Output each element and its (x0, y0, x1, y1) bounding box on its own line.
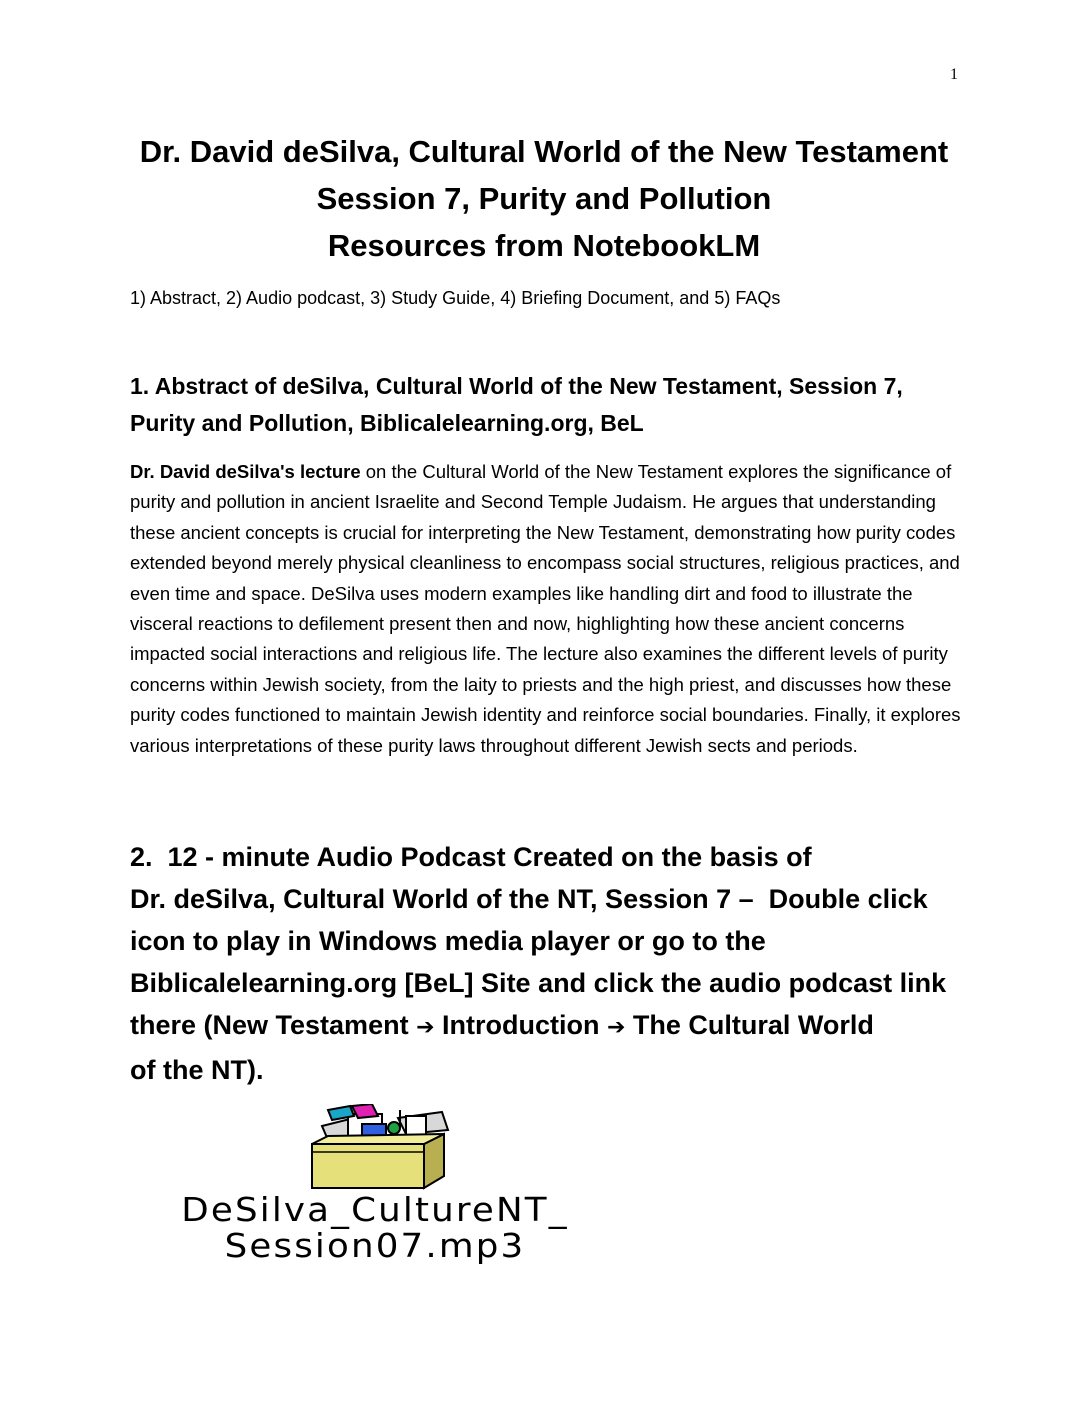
section2-line-5 (130, 1004, 980, 1049)
document-title (100, 128, 988, 269)
section2-line-5-part-c: The Cultural World (625, 1010, 874, 1040)
section2-line-5-part-b: Introduction (434, 1010, 607, 1040)
section2-line-4: Biblicalelearning.org [BeL] Site and click the audio podcast link (130, 968, 947, 998)
abstract-lead: Dr. David deSilva's lecture (130, 461, 361, 482)
section2-line-6: of the NT). (130, 1055, 264, 1085)
section2-line-1: 2. 12 - minute Audio Podcast Created on the basis of (130, 842, 812, 872)
filename-line-2: Session07.mp3 (224, 1226, 526, 1265)
page-number: 1 (950, 66, 958, 83)
filename-line-1: DeSilva_CultureNT_ (181, 1190, 569, 1229)
title-line-1: Dr. David deSilva, Cultural World of the New Testament (139, 134, 949, 169)
section2-line-2: Dr. deSilva, Cultural World of the NT, Session 7 – Double click (130, 884, 928, 914)
title-line-3: Resources from NotebookLM (327, 228, 761, 263)
title-line-2: Session 7, Purity and Pollution (316, 181, 772, 216)
attachment-filename[interactable] (110, 1192, 639, 1264)
section1-heading (130, 368, 970, 442)
arrow-right-icon: ➔ (606, 1015, 626, 1040)
resource-list: 1) Abstract, 2) Audio podcast, 3) Study Guide, 4) Briefing Document, and 5) FAQs (130, 288, 781, 308)
section1-heading-line-2: Purity and Pollution, Biblicalelearning.org, BeL (130, 410, 644, 436)
abstract-text: on the Cultural World of the New Testament explores the significance of purity and pollution in ancient Israelite and Second Temple Judaism. He argues that understanding these ancient concepts is crucial for interpreting the New Testament, demonstrating how purity codes extended beyond merely physical cleanliness to encompass social structures, religious practices, and even time and space. DeSilva uses modern examples like handling dirt and food to illustrate the visceral reactions to defilement present then and now, highlighting how these ancient concerns impacted social interactions and religious life. The lecture also examines the different levels of purity concerns within Jewish society, from the laity to priests and the high priest, and discusses how these purity codes functioned to maintain Jewish identity and reinforce social boundaries. Finally, it explores various interpretations of these purity laws throughout different Jewish sects and periods. (130, 461, 961, 756)
section2-heading (130, 836, 980, 1091)
section1-heading-line-1: 1. Abstract of deSilva, Cultural World of the New Testament, Session 7, (130, 373, 903, 399)
arrow-right-icon: ➔ (416, 1015, 435, 1040)
media-package-icon[interactable] (302, 1104, 454, 1190)
audio-attachment[interactable] (130, 1104, 630, 1274)
abstract-paragraph (130, 457, 965, 761)
section2-line-5-part-a: there (New Testament (130, 1010, 417, 1040)
section2-line-3: icon to play in Windows media player or go to the (130, 926, 766, 956)
